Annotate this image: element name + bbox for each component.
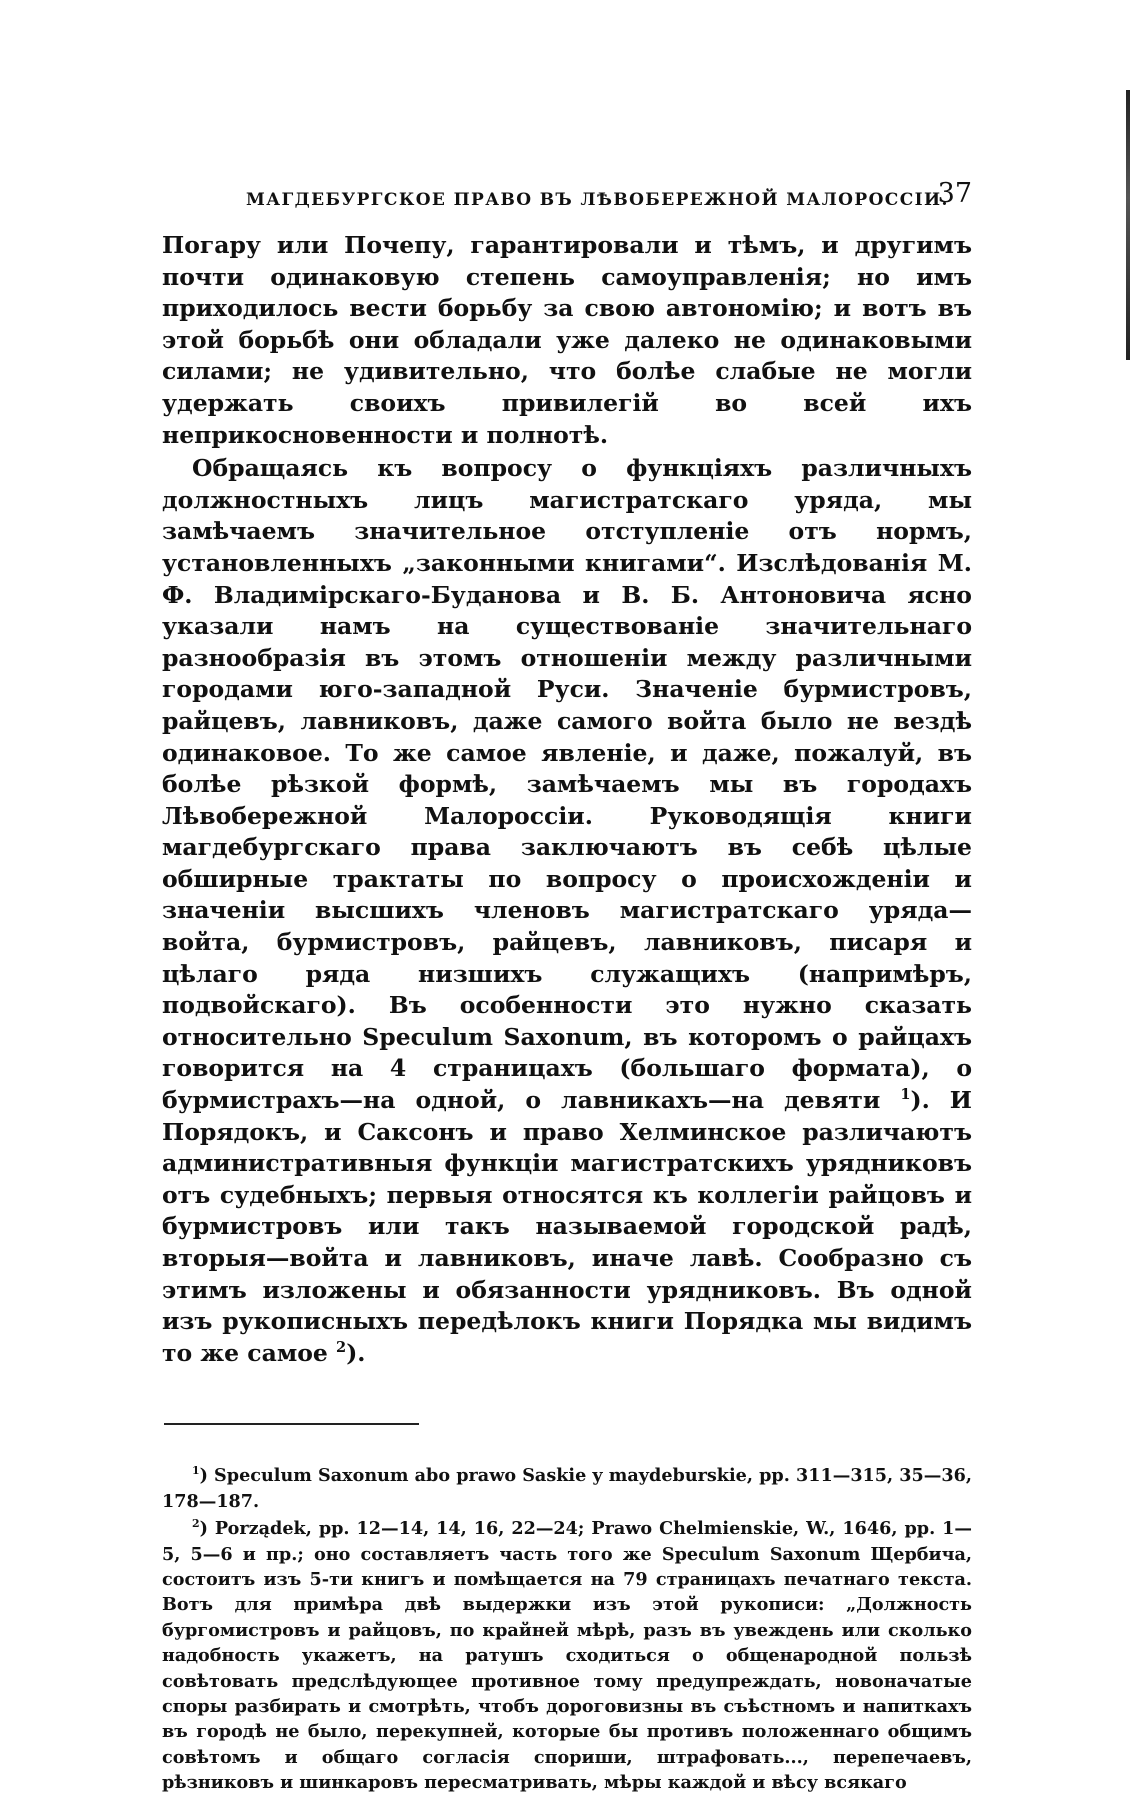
footnote-ref-2[interactable]: 2 — [336, 1338, 347, 1356]
main-text — [162, 230, 972, 1369]
footnote-2 — [162, 1516, 972, 1795]
paragraph-1: Погару или Почепу, гарантировали и тѣмъ, и другимъ почти одинаковую степень самоуправленія; но имъ приходилось вести борьбу за свою автономію; и вотъ въ этой борьбѣ они обладали уже далеко не одинаковыми силами; не удивительно, что болѣе слабые не могли удержать своихъ привилегій во всей ихъ неприкосновенности и полнотѣ. — [162, 231, 972, 449]
footnote-2-text: ) Porządek, pp. 12—14, 14, 16, 22—24; Prawo Chelmienskie, W., 1646, pp. 1—5, 5—6 и пр.; оно составляетъ часть того же Speculum Saxonum Щербича, состоитъ изъ 5-ти книгъ и помѣщается на 79 страницахъ печатнаго текста. Вотъ для примѣра двѣ выдержки изъ этой рукописи: „Должность бургомистровъ и райцовъ, по крайней мѣрѣ, разъ въ увеждень или сколько надобность укажетъ, на ратушъ сходиться о общенародной пользѣ совѣтовать предслѣдующее противное тому предупреждать, новоначатые споры разбирать и смотрѣть, чтобъ дороговизны въ съѣстномъ и напиткахъ въ городѣ не было, перекупней, которые бы противъ положеннаго общимъ совѣтомъ и общаго согласія спориши, штрафовать..., перепечаевъ, рѣзниковъ и шинкаровъ пересматривать, мѣры каждой и вѣсу всякаго — [162, 1518, 972, 1794]
book-page — [162, 176, 972, 1796]
paragraph-2 — [162, 453, 972, 1369]
footnote-1-mark: 1 — [192, 1464, 200, 1478]
running-header — [162, 176, 972, 216]
footnote-ref-1[interactable]: 1 — [900, 1086, 911, 1104]
footnote-1 — [162, 1463, 972, 1514]
footnote-rule — [164, 1423, 419, 1425]
footnotes — [162, 1463, 972, 1795]
paragraph-2-continued: ). И Порядокъ, и Саксонъ и право Хелминское различаютъ административныя функціи магистратскихъ урядниковъ отъ судебныхъ; первыя относятся къ коллегіи райцовъ и бурмистровъ или такъ называемой городской радѣ, вторыя—войта и лавниковъ, иначе лавѣ. Сообразно съ этимъ изложены и обязанности урядниковъ. Въ одной изъ рукописныхъ передѣлокъ книги Порядка мы видимъ то же самое — [162, 1086, 972, 1367]
paragraph-2-text: Обращаясь къ вопросу о функціяхъ различныхъ должностныхъ лицъ магистратскаго уряда, мы замѣчаемъ значительное отступленіе отъ нормъ, установленныхъ „законными книгами“. Изслѣдованія М. Ф. Владимірскаго-Буданова и В. Б. Антоновича ясно указали намъ на существованіе значительнаго разнообразія въ этомъ отношеніи между различными городами юго-западной Руси. Значеніе бурмистровъ, райцевъ, лавниковъ, даже самого войта было не вездѣ одинаковое. То же самое явленіе, и даже, пожалуй, въ болѣе рѣзкой формѣ, замѣчаемъ мы въ городахъ Лѣвобережной Малороссіи. Руководящія книги магдебургскаго права заключаютъ въ себѣ цѣлые обширные трактаты по вопросу о происхожденіи и значеніи высшихъ членовъ магистратскаго уряда—войта, бурмистровъ, райцевъ, лавниковъ, писаря и цѣлаго ряда низшихъ служащихъ (напримѣръ, подвойскаго). Въ особенности это нужно сказать относительно Speculum Saxonum, въ которомъ о райцахъ говорится на 4 страницахъ (большаго формата), о бурмистрахъ—на одной, о лавникахъ—на девяти — [162, 454, 972, 1115]
paragraph-2-end: ). — [346, 1338, 366, 1367]
page-number: 37 — [937, 178, 972, 209]
footnote-2-mark: 2 — [192, 1517, 200, 1531]
footnote-1-text: ) Speculum Saxonum abo prawo Saskie y maydeburskie, pp. 311—315, 35—36, 178—187. — [162, 1465, 972, 1512]
page-edge-mark — [1126, 90, 1130, 360]
running-title: МАГДЕБУРГСКОЕ ПРАВО ВЪ ЛѢВОБЕРЕЖНОЙ МАЛОРОССІИ. — [246, 190, 949, 210]
